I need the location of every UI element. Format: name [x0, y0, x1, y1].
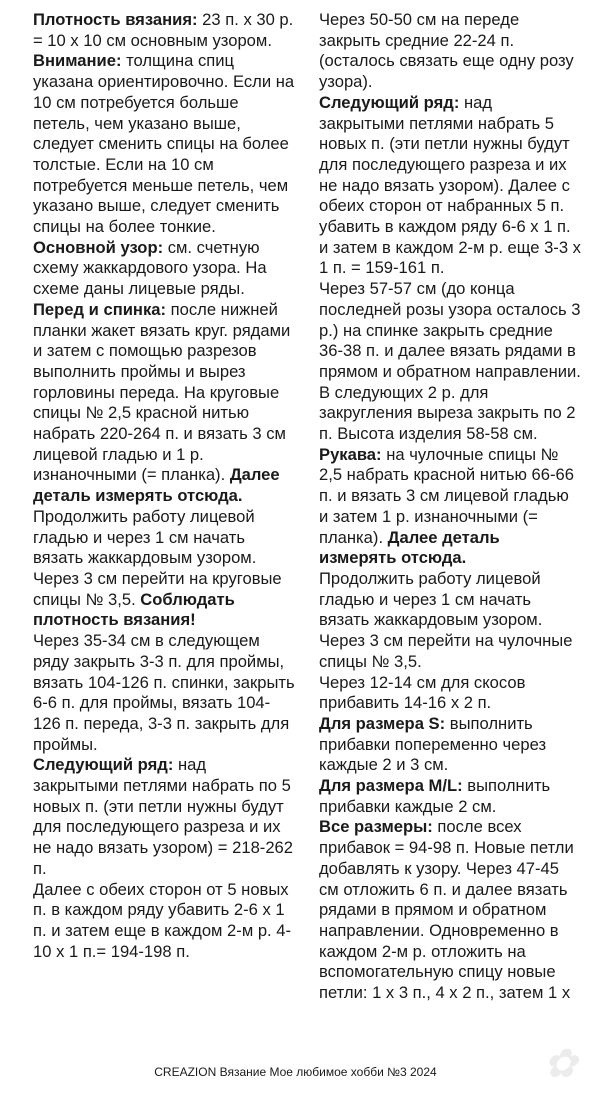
section-heading: Внимание:	[33, 51, 122, 71]
emphasis-text: Соблюдать плотность вязания!	[33, 589, 235, 630]
emphasis-text: Далее деталь измерять отсюда.	[319, 527, 500, 568]
paragraph-text: над закрытыми петлями набрать по 5 новых п. (эти петли нужны будут для последующего разреза и их не надо вязать узором) = 218-262 п.	[33, 755, 294, 878]
paragraph-text: Через 35-34 см в следующем ряду закрыть 3-3 п. для проймы, вязать 104-126 п. спинки, закрыть 6-6 п. для проймы, вязать 104-126 п. переда, 3-3 п. закрыть для проймы.	[33, 631, 295, 754]
paragraph-text: толщина спиц указана ориентировочно. Если на 10 см потребуется больше петель, чем указано выше, следует сменить спицы на более толстые. Если на 10 см потребуется меньше петель, чем указано выше, следует сменить спицы на более тонкие.	[33, 51, 295, 237]
section-heading: Все размеры:	[319, 817, 433, 837]
paragraph-text: выполнить прибавки каждые 2 см.	[319, 776, 551, 816]
left-column	[33, 10, 295, 962]
paragraph	[319, 10, 581, 93]
section-heading: Основной узор:	[33, 237, 164, 257]
paragraph-text: Через 12-14 см для скосов прибавить 14-16 х 2 п.	[319, 672, 526, 713]
section-heading: Плотность вязания:	[33, 10, 198, 29]
paragraph-text: 23 п. х 30 р. = 10 х 10 см основным узором.	[33, 10, 294, 50]
paragraph-text: см. счетную схему жаккардового узора. На схеме даны лицевые ряды.	[33, 237, 267, 299]
paragraph	[319, 445, 581, 569]
section-heading: Для размера S:	[319, 713, 446, 733]
emphasis-text: Далее деталь измерять отсюда.	[33, 465, 280, 506]
paragraph	[319, 776, 581, 817]
right-column	[319, 10, 581, 1004]
paragraph-text: после нижней планки жакет вязать круг. рядами и затем с помощью разрезов выполнить проймы и вырез горловины переда. На круговые спицы № 2,5 красной нитью набрать 220-264 п. и вязать 3 см лицевой гладью и 1 р. изнаночными (= планка).	[33, 299, 291, 485]
watermark-logo: ✿	[543, 1041, 577, 1086]
paragraph	[33, 880, 295, 963]
paragraph-text: на чулочные спицы № 2,5 набрать красной нитью 66-66 п. и вязать 3 см лицевой гладью и затем 1 р. изнаночными (= планка).	[319, 444, 574, 547]
paragraph	[319, 279, 581, 383]
paragraph-text: выполнить прибавки попеременно через каждые 2 и 3 см.	[319, 713, 547, 775]
section-heading: Перед и спинка:	[33, 299, 167, 319]
paragraph	[33, 755, 295, 879]
paragraph-text: Через 57-57 см (до конца последней розы узора осталось 3 р.) на спинке закрыть средние 36-38 п. и далее вязать рядами в прямом и обратном направлении.	[319, 279, 581, 381]
page-footer: CREAZION Вязание Мое любимое хобби №3 2024	[154, 1065, 437, 1079]
section-heading: Следующий ряд:	[319, 92, 460, 112]
paragraph	[319, 569, 581, 673]
paragraph	[319, 673, 581, 714]
paragraph-text: после всех прибавок = 94-98 п. Новые петли добавлять к узору. Через 47-45 см отложить 6 п. и далее вязать рядами в прямом и обратном направлении. Одновременно в каждом 2-м р. отложить на вспомогательную спицу новые петли: 1 х 3 п., 4 х 2 п., затем 1 х	[319, 817, 574, 1003]
paragraph	[33, 300, 295, 507]
paragraph	[33, 10, 295, 51]
paragraph	[33, 507, 295, 631]
paragraph-text: Далее с обеих сторон от 5 новых п. в каждом ряду убавить 2-6 х 1 п. и затем еще в каждом 2-м р. 4-10 х 1 п.= 194-198 п.	[33, 879, 292, 961]
paragraph	[319, 383, 581, 445]
paragraph-text: Через 50-50 см на переде закрыть средние 22-24 п. (осталось связать еще одну розу узора).	[319, 10, 574, 92]
section-heading: Рукава:	[319, 444, 382, 464]
paragraph	[319, 714, 581, 776]
paragraph	[319, 817, 581, 1003]
paragraph-text: В следующих 2 р. для закругления выреза закрыть по 2 п. Высота изделия 58-58 см.	[319, 382, 576, 444]
section-heading: Для размера M/L:	[319, 776, 463, 796]
section-heading: Следующий ряд:	[33, 755, 174, 775]
paragraph-text: Продолжить работу лицевой гладью и через 1 см начать вязать жаккардовым узором. Через 3 см перейти на круговые спицы № 3,5.	[33, 506, 282, 609]
paragraph	[33, 238, 295, 300]
paragraph	[33, 51, 295, 237]
paragraph	[33, 631, 295, 755]
paragraph-text: Продолжить работу лицевой гладью и через 1 см начать вязать жаккардовым узором. Через 3 см перейти на чулочные спицы № 3,5.	[319, 568, 573, 671]
paragraph	[319, 93, 581, 279]
paragraph-text: над закрытыми петлями набрать 5 новых п. (эти петли нужны будут для последующего разреза и их не надо вязать узором). Далее с обеих сторон от набранных 5 п. убавить в каждом ряду 6-6 х 1 п. и затем в каждом 2-м р. еще 3-3 х 1 п. = 159-161 п.	[319, 92, 581, 278]
